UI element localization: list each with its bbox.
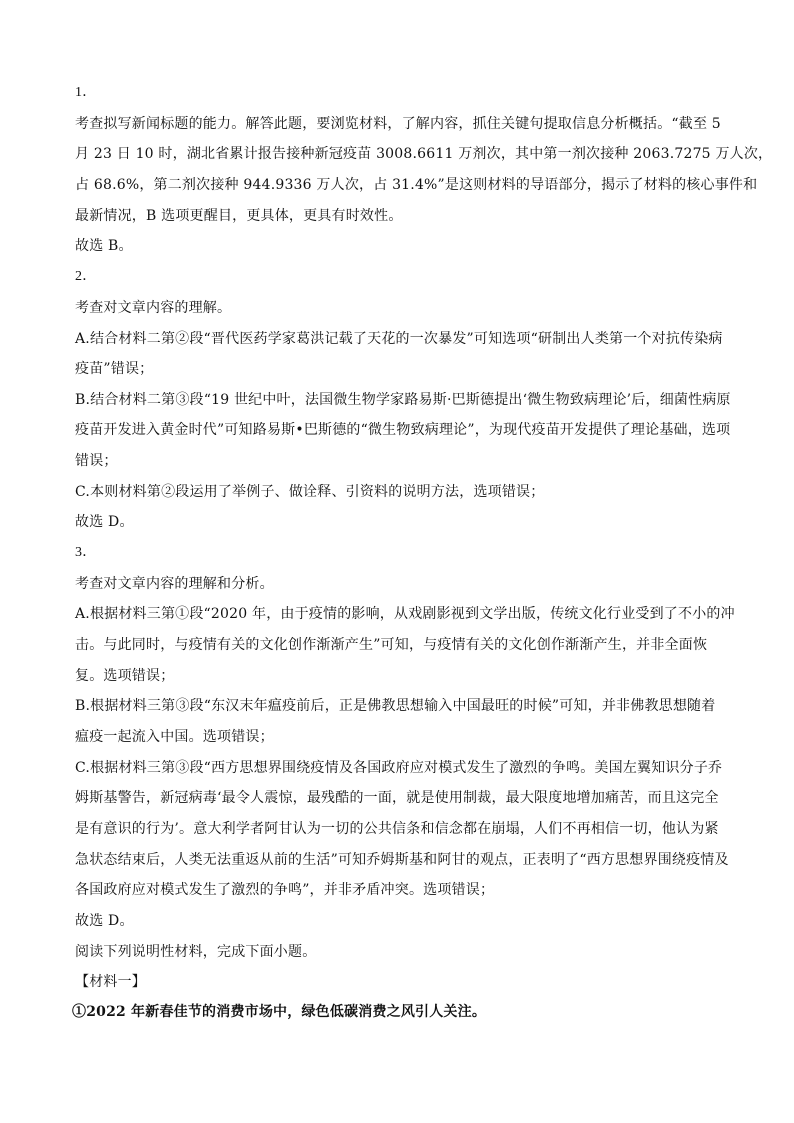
- text-line: 错误；: [75, 453, 118, 469]
- answer-line: 阅读下列说明性材料，完成下面小题。: [75, 944, 317, 960]
- text-line: 姆斯基警告，新冠病毒‘最令人震惊，最残酷的一面，就是使用制裁，最大限度地增加痛苦，而且这完全: [75, 790, 719, 806]
- text-line: 瘟疫一起流入中国。选项错误；: [75, 729, 274, 745]
- text-line: A.结合材料二第②段“晋代医药学家葛洪记载了天花的一次暴发”可知选项“研制出人类第一个对抗传染病: [75, 331, 723, 347]
- text-line: 复。选项错误；: [75, 668, 175, 684]
- instruction-line: 【材料一】: [75, 974, 146, 990]
- question-number: 1．: [75, 85, 97, 100]
- material-heading: ①2022 年新春佳节的消费市场中，绿色低碳消费之风引人关注。: [72, 1004, 487, 1020]
- text-line: 击。与此同时，与疫情有关的文化创作渐渐产生”可知，与疫情有关的文化创作渐渐产生，并非全面恢: [75, 637, 708, 653]
- text-line: 考查对文章内容的理解。: [75, 300, 232, 316]
- text-line: 占 68.6%，第二剂次接种 944.9336 万人次，占 31.4%”是这则材料的导语部分，揭示了材料的核心事件和: [75, 177, 758, 193]
- text-line: 是有意识的行为’。意大利学者阿甘认为一切的公共信条和信念都在崩塌，人们不再相信一切，他认为紧: [75, 821, 719, 837]
- text-line: 考查拟写新闻标题的能力。解答此题，要浏览材料，了解内容，抓住关键句提取信息分析概括。“截至 5: [75, 116, 721, 132]
- text-line: C.本则材料第②段运用了举例子、做诠释、引资料的说明方法，选项错误；: [75, 484, 545, 500]
- text-line: 月 23 日 10 时，湖北省累计报告接种新冠疫苗 3008.6611 万剂次，其中第一剂次接种 2063.7275 万人次，: [75, 146, 773, 162]
- text-line: A.根据材料三第①段“2020 年，由于疫情的影响，从戏剧影视到文学出版，传统文化行业受到了不小的冲: [75, 606, 735, 622]
- question-number: 2．: [75, 269, 97, 284]
- text-line: B.结合材料二第③段“19 世纪中叶，法国微生物学家路易斯·巴斯德提出‘微生物致病理论’后，细菌性病原: [75, 392, 731, 408]
- answer-line: 故选 D。: [75, 514, 134, 530]
- question-number: 3．: [75, 545, 97, 560]
- text-line: C.根据材料三第③段“西方思想界围绕疫情及各国政府应对模式发生了激烈的争鸣。美国左翼知识分子乔: [75, 760, 723, 776]
- text-line: 考查对文章内容的理解和分析。: [75, 576, 274, 592]
- text-line: B.根据材料三第③段“东汉末年瘟疫前后，正是佛教思想输入中国最旺的时候”可知，并非佛教思想随着: [75, 698, 716, 714]
- text-line: 故选 D。: [75, 913, 134, 929]
- text-line: 各国政府应对模式发生了激烈的争鸣”，并非矛盾冲突。选项错误；: [75, 882, 495, 898]
- text-line: 疫苗开发进入黄金时代”可知路易斯•巴斯德的“微生物致病理论”，为现代疫苗开发提供了理论基础，选项: [75, 422, 731, 438]
- answer-line: 故选 B。: [75, 238, 133, 254]
- text-line: 急状态结束后，人类无法重返从前的生活”可知乔姆斯基和阿甘的观点，正表明了“西方思想界围绕疫情及: [75, 852, 729, 868]
- text-line: 最新情况，B 选项更醒目，更具体，更具有时效性。: [75, 208, 403, 224]
- text-line: 疫苗”错误；: [75, 361, 154, 377]
